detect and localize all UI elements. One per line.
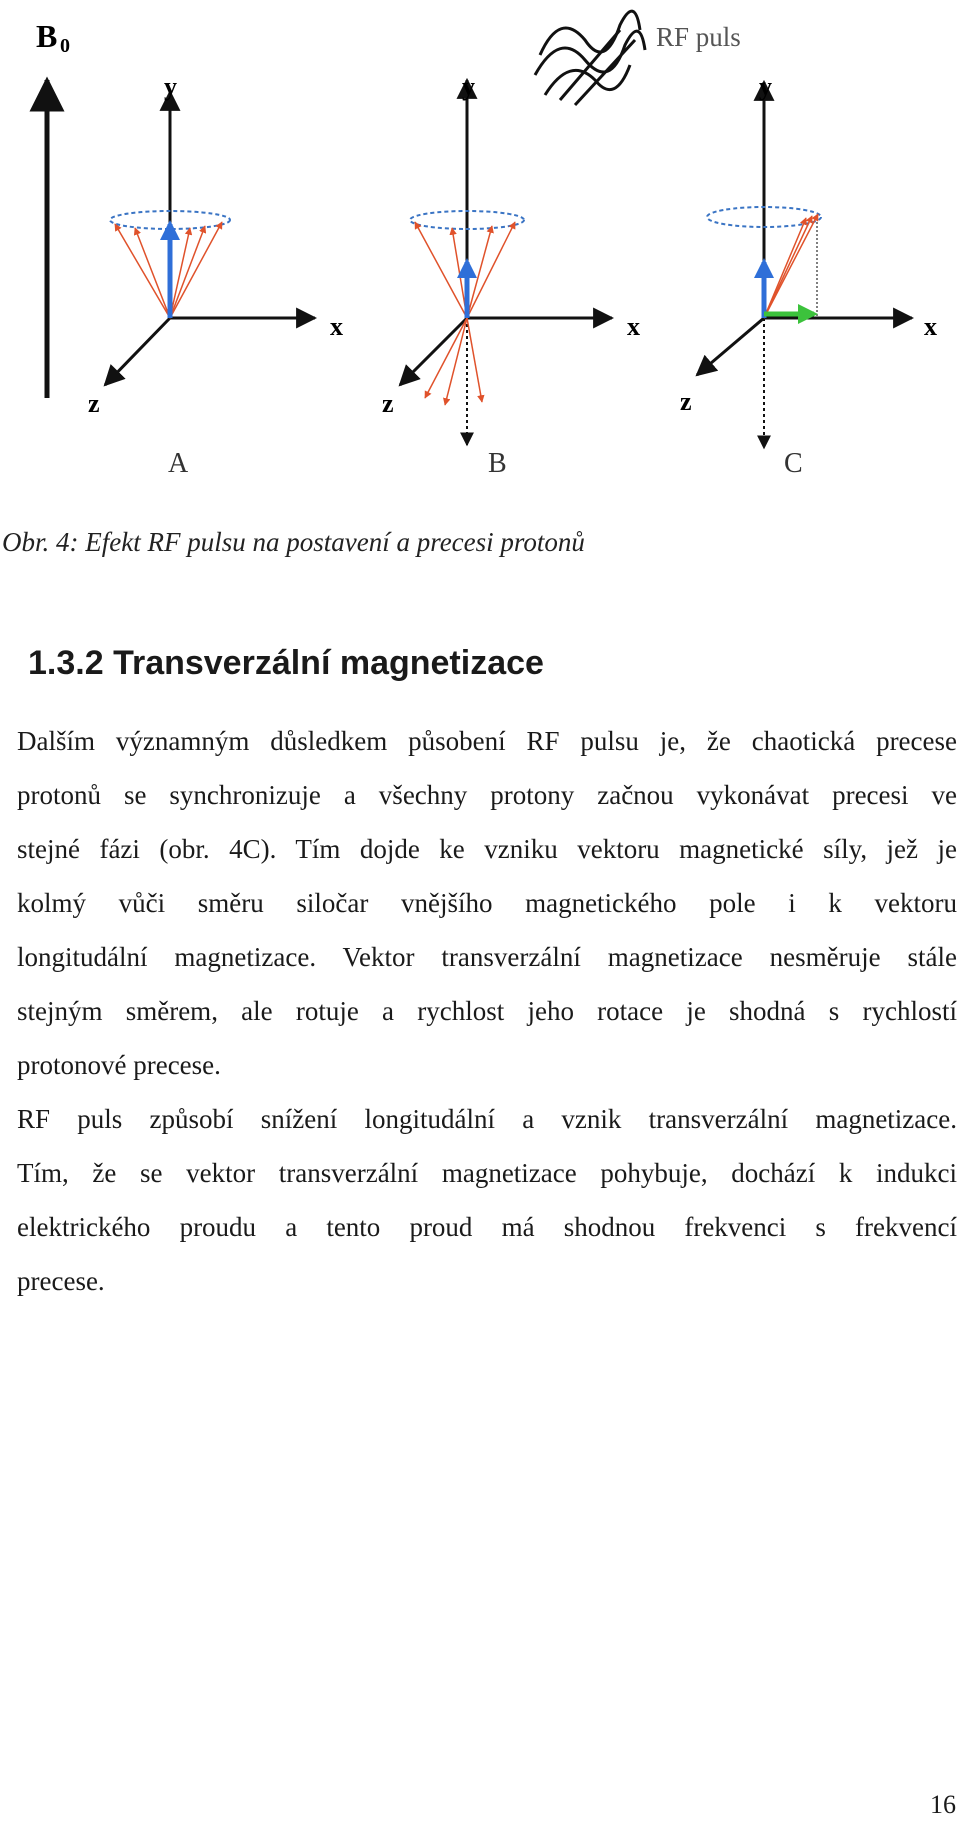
svg-text:z: z <box>382 389 394 418</box>
b0-subscript: 0 <box>60 35 70 57</box>
b0-field-arrow <box>36 18 70 398</box>
text-line: stejné fázi (obr. 4C). Tím dojde ke vzniku vektoru magnetické síly, jež je <box>17 834 957 864</box>
page-number: 16 <box>930 1790 956 1819</box>
text-line: RF puls způsobí snížení longitudální a vznik transverzální magnetizace. <box>17 1104 957 1134</box>
rf-pulse-figure <box>0 0 960 520</box>
svg-text:z: z <box>680 387 692 416</box>
figure-caption: Obr. 4: Efekt RF pulsu na postavení a precesi protonů <box>2 527 585 557</box>
panel-c <box>680 72 937 479</box>
panel-c-letter: C <box>784 448 803 479</box>
text-line: Dalším významným důsledkem působení RF pulsu je, že chaotická precese <box>17 726 957 756</box>
paragraph-1 <box>17 714 957 1092</box>
svg-text:y: y <box>462 72 475 101</box>
rf-pulse-label: RF puls <box>656 22 741 52</box>
text-line: Tím, že se vektor transverzální magnetizace pohybuje, dochází k indukci <box>17 1158 957 1188</box>
text-line: kolmý vůči směru siločar vnějšího magnetického pole i k vektoru <box>17 888 957 918</box>
svg-text:x: x <box>924 312 937 341</box>
b0-label: B <box>36 18 58 54</box>
text-line: elektrického proudu a tento proud má shodnou frekvenci s frekvencí <box>17 1212 957 1242</box>
svg-text:y: y <box>759 72 772 101</box>
svg-text:x: x <box>330 312 343 341</box>
section-heading: 1.3.2 Transverzální magnetizace <box>28 644 544 682</box>
panel-a <box>88 72 343 479</box>
panel-b-letter: B <box>488 448 507 479</box>
text-line: precese. <box>17 1266 105 1296</box>
text-line: stejným směrem, ale rotuje a rychlost jeho rotace je shodná s rychlostí <box>17 996 957 1026</box>
paragraph-2 <box>17 1092 957 1308</box>
text-line: protonů se synchronizuje a všechny protony začnou vykonávat precesi ve <box>17 780 957 810</box>
panel-b <box>382 72 640 479</box>
panel-a-letter: A <box>168 448 189 479</box>
svg-text:z: z <box>88 389 100 418</box>
svg-text:y: y <box>164 72 177 101</box>
svg-text:x: x <box>627 312 640 341</box>
text-line: longitudální magnetizace. Vektor transverzální magnetizace nesměruje stále <box>17 942 957 972</box>
rf-pulse-wave-icon <box>535 11 645 105</box>
text-line: protonové precese. <box>17 1050 221 1080</box>
